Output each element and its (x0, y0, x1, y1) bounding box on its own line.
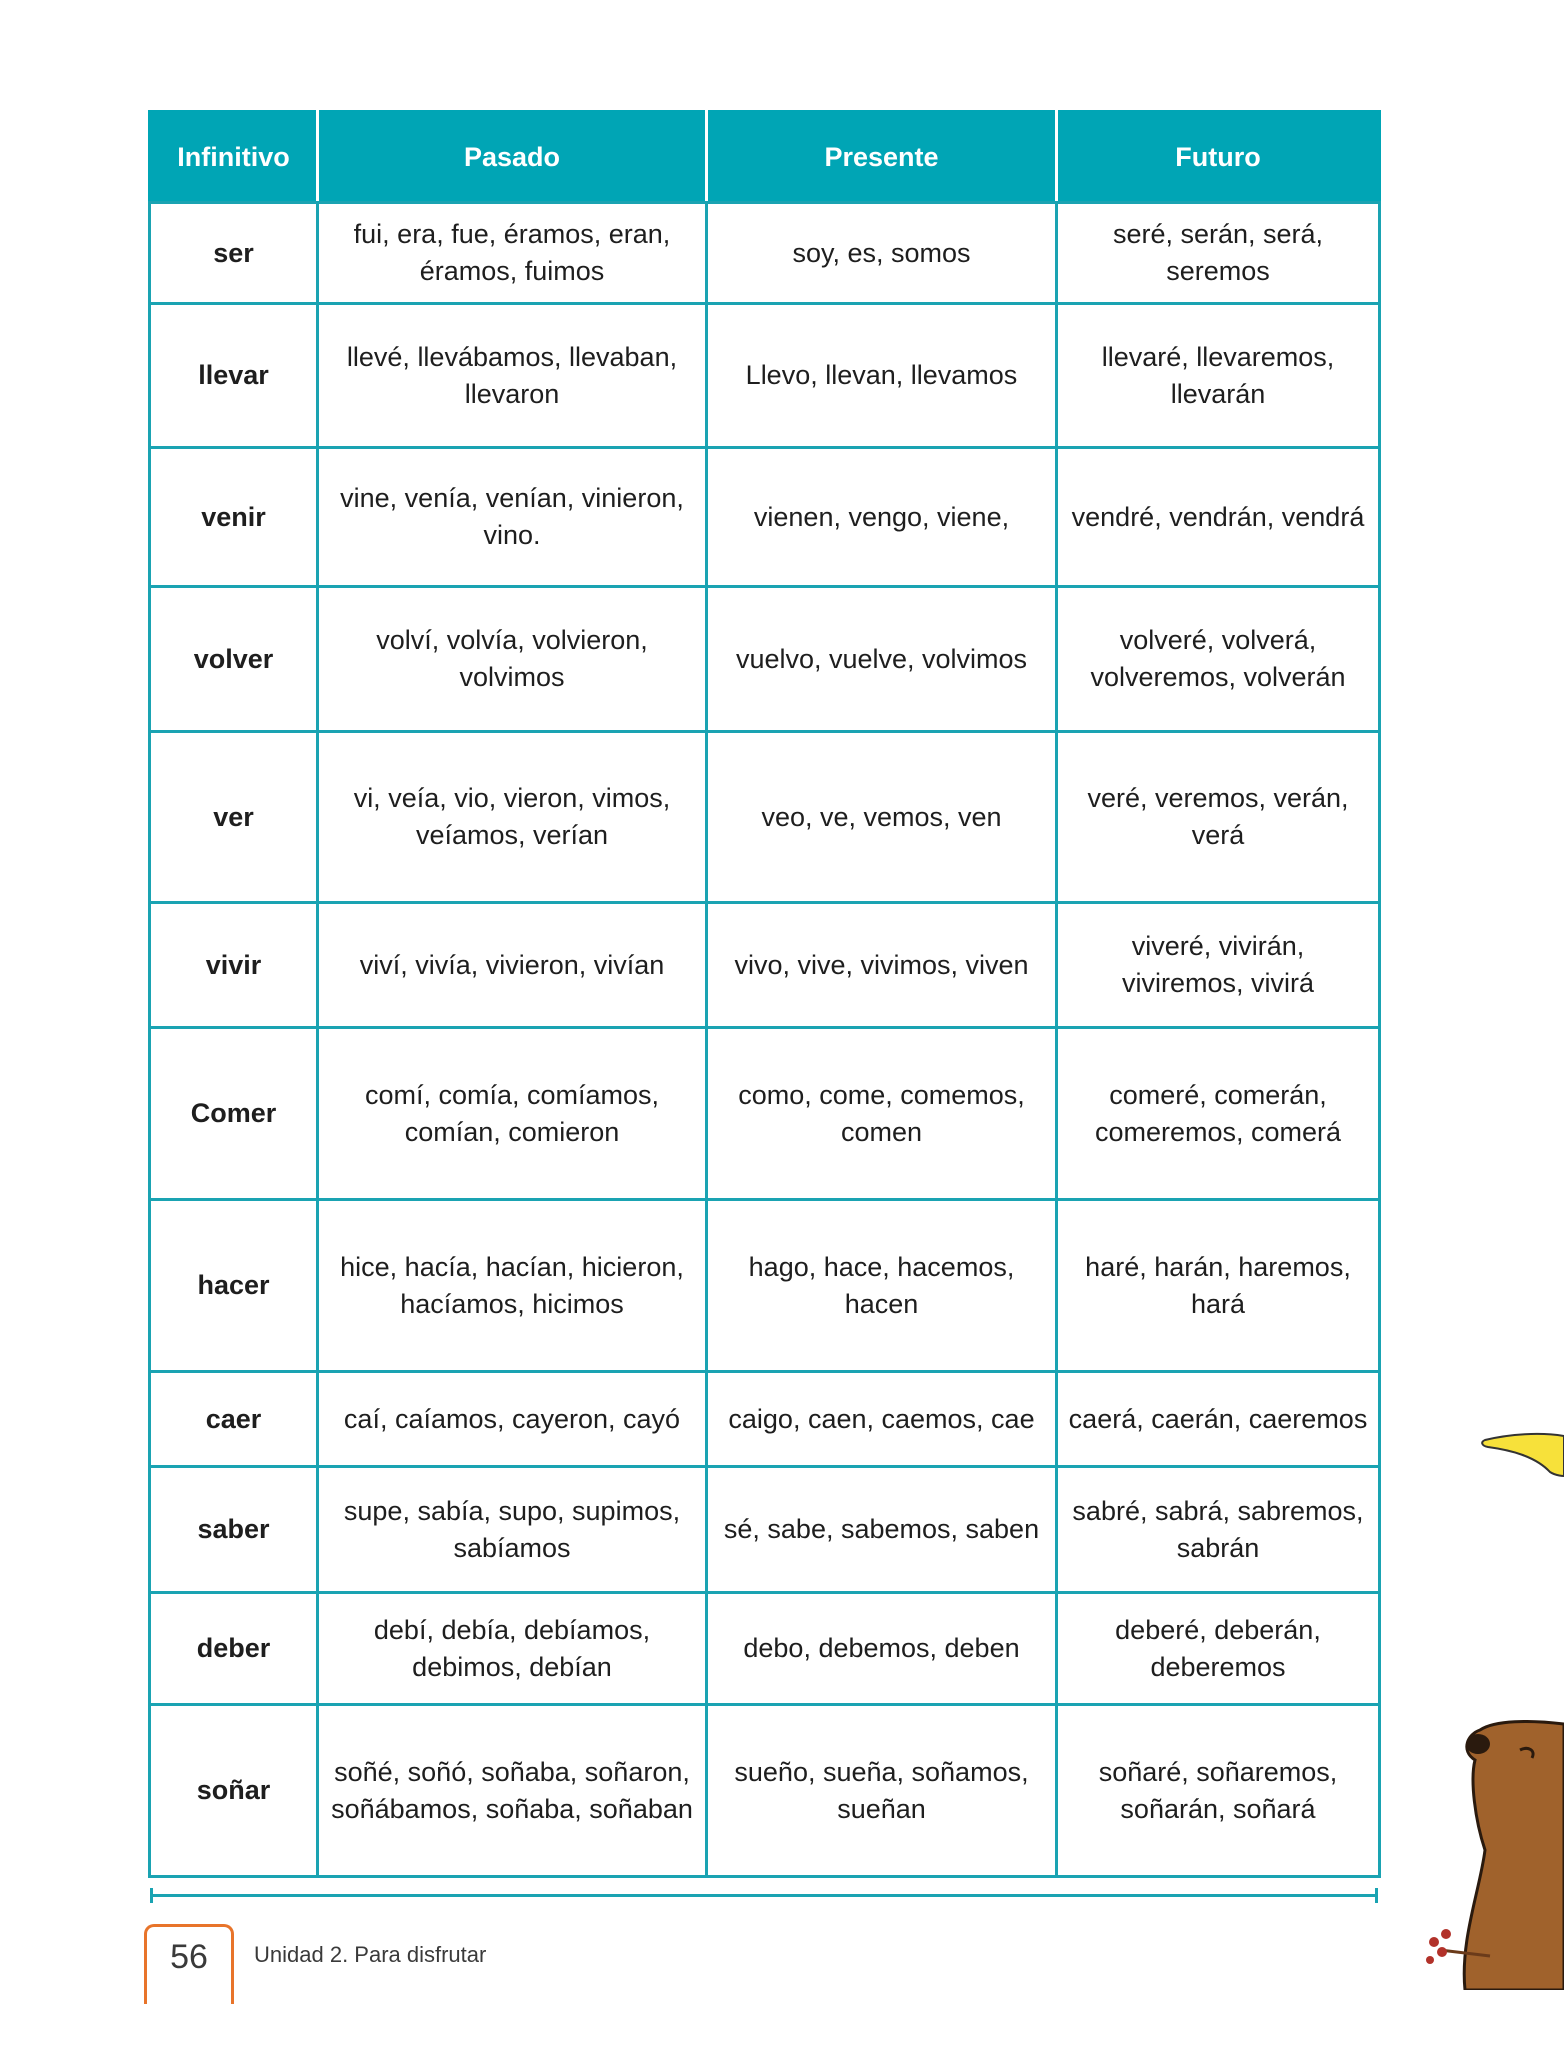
futuro-cell: vendré, vendrán, vendrá (1057, 448, 1380, 587)
conjugation-table-wrapper (148, 110, 1378, 1878)
presente-cell: veo, ve, vemos, ven (707, 732, 1057, 903)
futuro-cell: deberé, deberán, deberemos (1057, 1593, 1380, 1705)
verb-cell: venir (150, 448, 318, 587)
futuro-cell: llevaré, llevaremos, llevarán (1057, 304, 1380, 448)
decorative-yellow-shape-icon (1480, 1428, 1564, 1478)
presente-cell: soy, es, somos (707, 203, 1057, 304)
presente-cell: hago, hace, hacemos, hacen (707, 1200, 1057, 1372)
verb-cell: ser (150, 203, 318, 304)
presente-cell: vienen, vengo, viene, (707, 448, 1057, 587)
verb-cell: volver (150, 587, 318, 732)
header-infinitivo: Infinitivo (150, 112, 318, 203)
futuro-cell: sabré, sabrá, sabremos, sabrán (1057, 1467, 1380, 1593)
futuro-cell: veré, veremos, verán, verá (1057, 732, 1380, 903)
presente-cell: caigo, caen, caemos, cae (707, 1372, 1057, 1467)
page-number (144, 1924, 234, 2004)
decorative-bear-illustration-icon (1420, 1720, 1564, 1990)
verb-cell: hacer (150, 1200, 318, 1372)
verb-cell: vivir (150, 903, 318, 1028)
futuro-cell: seré, serán, será, seremos (1057, 203, 1380, 304)
table-row (150, 1705, 1380, 1877)
verb-cell: Comer (150, 1028, 318, 1200)
verb-cell: llevar (150, 304, 318, 448)
futuro-cell: volveré, volverá, volveremos, volverán (1057, 587, 1380, 732)
table-row (150, 732, 1380, 903)
pasado-cell: soñé, soñó, soñaba, soñaron, soñábamos, soñaba, soñaban (318, 1705, 707, 1877)
verb-cell: ver (150, 732, 318, 903)
page-number-text: 56 (170, 1938, 208, 1976)
table-row (150, 587, 1380, 732)
verb-conjugation-table (148, 110, 1381, 1878)
header-futuro: Futuro (1057, 112, 1380, 203)
pasado-cell: hice, hacía, hacían, hicieron, hacíamos, hicimos (318, 1200, 707, 1372)
presente-cell: vuelvo, vuelve, volvimos (707, 587, 1057, 732)
verb-cell: soñar (150, 1705, 318, 1877)
pasado-cell: comí, comía, comíamos, comían, comieron (318, 1028, 707, 1200)
pasado-cell: viví, vivía, vivieron, vivían (318, 903, 707, 1028)
pasado-cell: vi, veía, vio, vieron, vimos, veíamos, verían (318, 732, 707, 903)
table-row (150, 1028, 1380, 1200)
futuro-cell: caerá, caerán, caeremos (1057, 1372, 1380, 1467)
presente-cell: sé, sabe, sabemos, saben (707, 1467, 1057, 1593)
table-row (150, 203, 1380, 304)
pasado-cell: supe, sabía, supo, supimos, sabíamos (318, 1467, 707, 1593)
presente-cell: como, come, comemos, comen (707, 1028, 1057, 1200)
table-row (150, 1372, 1380, 1467)
pasado-cell: llevé, llevábamos, llevaban, llevaron (318, 304, 707, 448)
futuro-cell: viveré, vivirán, viviremos, vivirá (1057, 903, 1380, 1028)
pasado-cell: fui, era, fue, éramos, eran, éramos, fuimos (318, 203, 707, 304)
pasado-cell: debí, debía, debíamos, debimos, debían (318, 1593, 707, 1705)
table-header-row (150, 112, 1380, 203)
table-row (150, 903, 1380, 1028)
futuro-cell: comeré, comerán, comeremos, comerá (1057, 1028, 1380, 1200)
verb-cell: caer (150, 1372, 318, 1467)
table-row (150, 1467, 1380, 1593)
pasado-cell: volví, volvía, volvieron, volvimos (318, 587, 707, 732)
verb-cell: deber (150, 1593, 318, 1705)
presente-cell: Llevo, llevan, llevamos (707, 304, 1057, 448)
table-row (150, 304, 1380, 448)
presente-cell: sueño, sueña, soñamos, sueñan (707, 1705, 1057, 1877)
unit-label: Unidad 2. Para disfrutar (254, 1942, 487, 1967)
table-row (150, 448, 1380, 587)
futuro-cell: soñaré, soñaremos, soñarán, soñará (1057, 1705, 1380, 1877)
table-row (150, 1593, 1380, 1705)
verb-cell: saber (150, 1467, 318, 1593)
footer-divider (150, 1894, 1378, 1897)
pasado-cell: caí, caíamos, cayeron, cayó (318, 1372, 707, 1467)
futuro-cell: haré, harán, haremos, hará (1057, 1200, 1380, 1372)
table-row (150, 1200, 1380, 1372)
pasado-cell: vine, venía, venían, vinieron, vino. (318, 448, 707, 587)
presente-cell: debo, debemos, deben (707, 1593, 1057, 1705)
header-pasado: Pasado (318, 112, 707, 203)
header-presente: Presente (707, 112, 1057, 203)
presente-cell: vivo, vive, vivimos, viven (707, 903, 1057, 1028)
